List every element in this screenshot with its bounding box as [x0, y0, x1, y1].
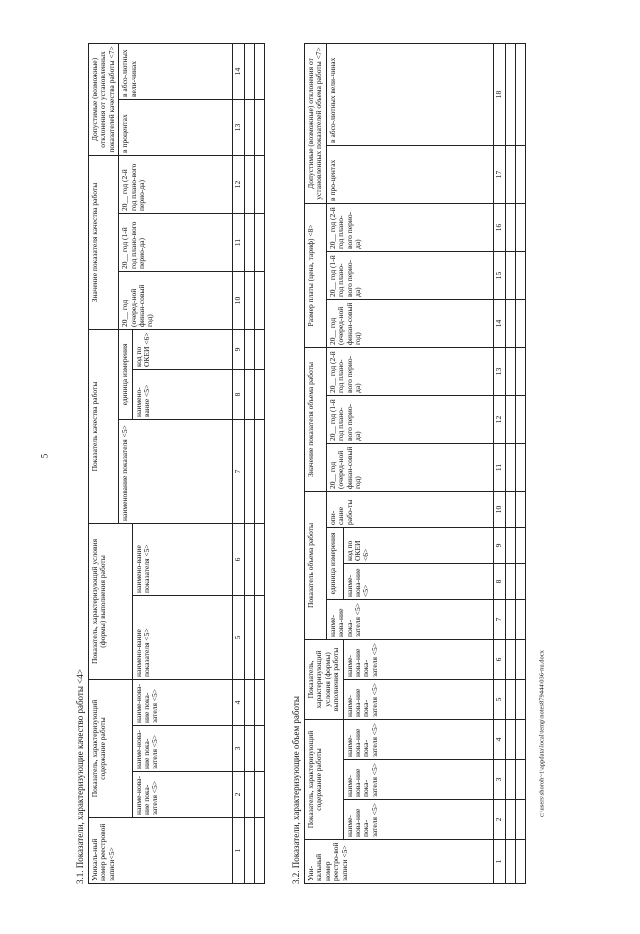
col-quality-indicator: Показатель качества работы	[89, 329, 119, 523]
col-number: 7	[493, 599, 505, 639]
col-number: 17	[493, 145, 505, 203]
col-vol-year-1: 20__ год (очеред-ной финан-совый год)	[326, 443, 493, 491]
col-number: 4	[232, 680, 244, 726]
col-number: 3	[232, 726, 244, 772]
col-number: 11	[232, 213, 244, 271]
col-content-name-1: наиме-нова-ние пока-зателя <5>	[132, 772, 232, 818]
col-quality-value: Значение показателя качества работы	[89, 155, 119, 329]
col-unit-code: код по ОКЕИ <6>	[132, 329, 232, 369]
col-number: 5	[232, 596, 244, 680]
col-vol-year-3: 20__ год (2-й год плано-вого перио-да)	[326, 347, 493, 395]
col-number: 14	[493, 299, 505, 347]
col-number: 9	[232, 329, 244, 369]
col-unit-code: код по ОКЕИ <6>	[343, 527, 493, 563]
col-number: 5	[493, 680, 505, 720]
col-number: 13	[493, 347, 505, 395]
col-year-1: 20__ год (очеред-ной финан-совый год)	[119, 271, 232, 329]
col-number: 12	[232, 155, 244, 213]
col-content-indicator: Показатель, характеризующий содержание работы	[305, 720, 344, 840]
empty-row	[254, 43, 264, 883]
col-deviation: Допустимые (возможные) отклонения от установленных показателей качества работы <7>	[89, 43, 119, 155]
col-number: 7	[232, 419, 244, 523]
volume-section	[290, 44, 550, 884]
col-number: 10	[232, 271, 244, 329]
col-conditions-indicator: Показатель, характеризующий условия (формы) выполнения работы	[305, 639, 344, 719]
col-volume-name: наиме-нова-ние пока-зателя <5>	[326, 599, 493, 639]
col-number: 11	[493, 443, 505, 491]
col-work-description: опи-сание рабо-ты	[326, 491, 493, 527]
col-number: 2	[493, 800, 505, 840]
col-number: 3	[493, 760, 505, 800]
col-fee-year-3: 20__ год (2-й год плано-вого перио-да)	[326, 203, 493, 251]
col-dev-absolute: в абсо-лютных вели-чинах	[119, 43, 232, 99]
col-unique-number: Уникаль-ный номер реестровой записи<5>	[89, 818, 233, 884]
col-unit: единица измерения	[119, 329, 132, 419]
col-number: 1	[232, 818, 244, 884]
col-vol-year-2: 20__ год (1-й год плано-вого перио-да)	[326, 395, 493, 443]
empty-row	[505, 43, 515, 883]
col-volume-indicator: Показатель объема работы	[305, 491, 327, 639]
col-number: 6	[232, 523, 244, 595]
col-number: 1	[493, 840, 505, 884]
col-unit: единица измерения	[326, 527, 343, 599]
col-number: 12	[493, 395, 505, 443]
quality-section-title: 3.1. Показатели, характеризующие качество работы <4>	[75, 669, 85, 884]
col-number: 4	[493, 720, 505, 760]
column-numbers-row	[493, 43, 505, 883]
col-volume-value: Значение показателя объема работы	[305, 347, 327, 491]
col-fee-year-2: 20__ год (1-й год плано-вого перио-да)	[326, 251, 493, 299]
col-cond-name-1: наимено-вание показателя <5>	[132, 596, 232, 680]
file-path-footer: c:\users\shoroh~1\appdata\local\temp\notes879444\036-nu.docx	[538, 650, 546, 817]
col-number: 8	[493, 563, 505, 599]
col-number: 10	[493, 491, 505, 527]
col-content-name-2: наиме-нова-ние пока-зателя <5>	[343, 760, 493, 800]
col-content-name-3: наиме-нова-ние пока-зателя <5>	[343, 720, 493, 760]
column-numbers-row	[232, 43, 244, 883]
volume-table	[304, 43, 526, 884]
col-number: 6	[493, 639, 505, 679]
empty-row	[515, 43, 525, 883]
col-unit-name: наиме-нова-ние <5>	[343, 563, 493, 599]
quality-table	[88, 43, 265, 884]
col-unit-name: наимено-вание <5>	[132, 369, 232, 419]
col-number: 13	[232, 99, 244, 155]
col-year-3: 20__ год (2-й год плано-вого перио-да)	[119, 155, 232, 213]
col-number: 18	[493, 43, 505, 145]
col-dev-percent: в про-центах	[326, 145, 493, 203]
col-dev-percent: в процентах	[119, 99, 232, 155]
col-content-indicator: Показатель, характеризующий содержание работы	[89, 680, 133, 818]
volume-section-title: 3.2. Показатели, характеризующие объем работы	[291, 696, 301, 884]
col-content-name-2: наиме-нова-ние пока-зателя <5>	[132, 726, 232, 772]
quality-section	[74, 44, 260, 884]
col-content-name-3: наиме-нова-ние пока-зателя <5>	[132, 680, 232, 726]
col-fee: Размер платы (цена, тариф) <8>	[305, 203, 327, 347]
col-content-name-1: наиме-нова-ние пока-зателя <5>	[343, 800, 493, 840]
col-cond-name-1: наиме-нова-ние пока-зателя <5>	[343, 680, 493, 720]
col-number: 9	[493, 527, 505, 563]
page-number: 5	[39, 453, 50, 459]
col-fee-year-1: 20__ год (очеред-ной финан-совый год)	[326, 299, 493, 347]
col-cond-name-2: наиме-нова-ние пока-зателя <5>	[343, 639, 493, 679]
col-year-2: 20__ год (1-й год плано-вого перио-да)	[119, 213, 232, 271]
col-number: 14	[232, 43, 244, 99]
empty-row	[244, 43, 254, 883]
col-number: 2	[232, 772, 244, 818]
col-cond-name-2: наимено-вание показателя <5>	[132, 523, 232, 595]
col-number: 8	[232, 369, 244, 419]
col-conditions-indicator: Показатель, характеризующий условия (формы) выполнения работы	[89, 523, 133, 679]
col-deviation: Допустимые (возможные) отклонения от установленных показателей объема работы <7>	[305, 43, 327, 203]
col-quality-name: наименование показателя <5>	[119, 419, 232, 523]
col-number: 16	[493, 203, 505, 251]
col-number: 15	[493, 251, 505, 299]
col-dev-absolute: в абсо-лютных вели-чинах	[326, 43, 493, 145]
col-unique-number: Уни-кальный номер реестро-вой записи <5>	[305, 840, 494, 884]
